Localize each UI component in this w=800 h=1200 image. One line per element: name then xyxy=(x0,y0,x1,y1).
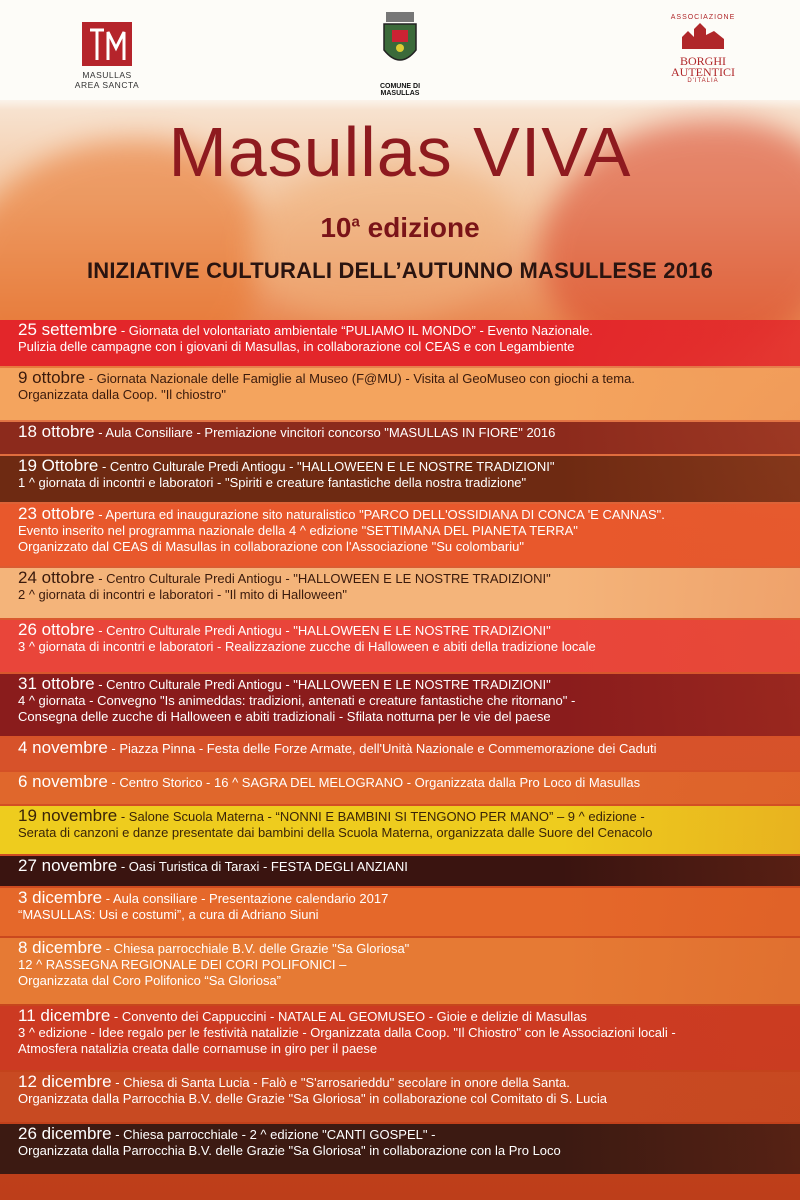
event-description: - Convento dei Cappuccini - NATALE AL GEOMUSEO - Gioie e delizie di Masullas xyxy=(113,1009,587,1024)
event-line xyxy=(18,339,792,355)
event-line xyxy=(18,940,792,957)
event-line xyxy=(18,424,792,441)
masullas-monogram-icon xyxy=(78,18,136,70)
comune-crest xyxy=(360,12,440,97)
borghi-autentici-logo xyxy=(660,14,746,84)
event-date: 8 dicembre xyxy=(18,940,103,957)
event-description: 1 ^ giornata di incontri e laboratori - "Spiriti e creature fantastiche della nostra tradizione" xyxy=(18,475,527,490)
header-bar xyxy=(0,0,800,100)
event-line xyxy=(18,825,792,841)
event-description: - Chiesa parrocchiale B.V. delle Grazie "Sa Gloriosa" xyxy=(105,941,410,956)
event-description: 3 ^ giornata di incontri e laboratori - Realizzazione zucche di Halloween e abiti della tradizione locale xyxy=(18,639,596,654)
event-row xyxy=(0,456,800,502)
event-line xyxy=(18,890,792,907)
event-date: 27 novembre xyxy=(18,858,118,875)
event-description: - Giornata del volontariato ambientale “PULIAMO IL MONDO” - Evento Nazionale. xyxy=(120,323,593,338)
event-date: 6 novembre xyxy=(18,774,108,791)
event-line xyxy=(18,475,792,491)
event-line xyxy=(18,709,792,725)
event-description: Pulizia delle campagne con i giovani di Masullas, in collaborazione col CEAS e con Legambiente xyxy=(18,339,575,354)
event-description: Organizzata dalla Coop. "Il chiostro" xyxy=(18,387,226,402)
event-row xyxy=(0,320,800,366)
event-date: 3 dicembre xyxy=(18,890,103,907)
event-line xyxy=(18,1074,792,1091)
event-description: Consegna delle zucche di Halloween e abiti tradizionali - Sfilata notturna per le vie del paese xyxy=(18,709,551,724)
event-date: 23 ottobre xyxy=(18,506,95,523)
event-row xyxy=(0,674,800,736)
event-date: 9 ottobre xyxy=(18,370,86,387)
event-date: 26 ottobre xyxy=(18,622,95,639)
event-description: - Chiesa parrocchiale - 2 ^ edizione "CANTI GOSPEL" - xyxy=(115,1127,436,1142)
event-line xyxy=(18,570,792,587)
edition-sup: a xyxy=(351,213,360,231)
event-row xyxy=(0,856,800,886)
event-description: - Oasi Turistica di Taraxi - FESTA DEGLI ANZIANI xyxy=(120,859,408,874)
event-line xyxy=(18,587,792,603)
event-date: 11 dicembre xyxy=(18,1008,111,1025)
village-icon xyxy=(680,21,726,51)
event-description: Organizzata dalla Parrocchia B.V. delle Grazie "Sa Gloriosa" in collaborazione con la Pro Loco xyxy=(18,1143,561,1158)
event-description: - Centro Culturale Predi Antiogu - "HALLOWEEN E LE NOSTRE TRADIZIONI" xyxy=(98,623,551,638)
event-description: Organizzato dal CEAS di Masullas in collaborazione con l'Associazione "Su colombariu" xyxy=(18,539,524,554)
event-description: Serata di canzoni e danze presentate dai bambini della Scuola Materna, organizzata dalle Suore del Cenacolo xyxy=(18,825,653,840)
event-row xyxy=(0,888,800,936)
event-row xyxy=(0,806,800,854)
event-line xyxy=(18,973,792,989)
event-description: - Aula consiliare - Presentazione calendario 2017 xyxy=(105,891,389,906)
event-line xyxy=(18,740,792,757)
event-line xyxy=(18,1008,792,1025)
event-description: “MASULLAS: Usi e costumi”, a cura di Adriano Siuni xyxy=(18,907,319,922)
logo-caption: D'ITALIA xyxy=(687,78,719,84)
logo-caption: MASULLAS xyxy=(82,70,132,80)
event-description: 2 ^ giornata di incontri e laboratori - "Il mito di Halloween" xyxy=(18,587,347,602)
event-description: Atmosfera natalizia creata dalle cornamuse in giro per il paese xyxy=(18,1041,378,1056)
event-date: 25 settembre xyxy=(18,322,118,339)
event-row xyxy=(0,772,800,804)
event-row xyxy=(0,504,800,566)
event-line xyxy=(18,907,792,923)
event-description: Evento inserito nel programma nazionale della 4 ^ edizione "SETTIMANA DEL PIANETA TERRA" xyxy=(18,523,578,538)
poster-subtitle: INIZIATIVE CULTURALI DELL’AUTUNNO MASULLESE 2016 xyxy=(86,258,714,283)
event-line xyxy=(18,1143,792,1159)
event-date: 19 Ottobre xyxy=(18,458,99,475)
event-row xyxy=(0,368,800,420)
event-line xyxy=(18,370,792,387)
event-description: Organizzata dalla Parrocchia B.V. delle Grazie "Sa Gloriosa" in collaborazione col Comitato di S. Lucia xyxy=(18,1091,607,1106)
edition-number: 10 xyxy=(320,212,352,243)
event-date: 4 novembre xyxy=(18,740,108,757)
edition-word: edizione xyxy=(367,212,480,243)
event-date: 24 ottobre xyxy=(18,570,95,587)
event-row xyxy=(0,1124,800,1174)
logo-caption: AUTENTICI xyxy=(671,65,735,79)
event-description: - Centro Storico - 16 ^ SAGRA DEL MELOGRANO - Organizzata dalla Pro Loco di Masullas xyxy=(111,775,641,790)
event-description: 3 ^ edizione - Idee regalo per le festività natalizie - Organizzata dalla Coop. "Il Chiostro" con le Associazioni locali - xyxy=(18,1025,676,1040)
event-date: 19 novembre xyxy=(18,808,118,825)
event-date: 18 ottobre xyxy=(18,424,95,441)
event-line xyxy=(18,387,792,403)
event-description: - Aula Consiliare - Premiazione vincitori concorso "MASULLAS IN FIORE" 2016 xyxy=(98,425,556,440)
poster-title: Masullas VIVA xyxy=(168,113,632,191)
event-description: - Centro Culturale Predi Antiogu - "HALLOWEEN E LE NOSTRE TRADIZIONI" xyxy=(98,677,551,692)
event-description: 12 ^ RASSEGNA REGIONALE DEI CORI POLIFONICI – xyxy=(18,957,347,972)
edition-label xyxy=(0,212,800,244)
event-description: - Apertura ed inaugurazione sito naturalistico "PARCO DELL'OSSIDIANA DI CONCA 'E CANNAS". xyxy=(98,507,665,522)
event-description: - Giornata Nazionale delle Famiglie al Museo (F@MU) - Visita al GeoMuseo con giochi a tema. xyxy=(88,371,635,386)
event-date: 31 ottobre xyxy=(18,676,95,693)
event-line xyxy=(18,458,792,475)
event-description: - Piazza Pinna - Festa delle Forze Armate, dell'Unità Nazionale e Commemorazione dei Caduti xyxy=(111,741,657,756)
event-description: - Centro Culturale Predi Antiogu - "HALLOWEEN E LE NOSTRE TRADIZIONI" xyxy=(98,571,551,586)
event-line xyxy=(18,523,792,539)
event-line xyxy=(18,506,792,523)
event-line xyxy=(18,808,792,825)
event-line xyxy=(18,774,792,791)
event-row xyxy=(0,738,800,770)
coat-of-arms-icon xyxy=(380,12,420,74)
event-line xyxy=(18,693,792,709)
event-row xyxy=(0,938,800,1004)
event-description: - Salone Scuola Materna - “NONNI E BAMBINI SI TENGONO PER MANO” – 9 ^ edizione - xyxy=(120,809,645,824)
masullas-area-sancta-logo xyxy=(72,18,142,90)
event-row xyxy=(0,568,800,618)
event-line xyxy=(18,1041,792,1057)
logo-caption: AREA SANCTA xyxy=(74,80,140,90)
event-line xyxy=(18,639,792,655)
event-description: - Centro Culturale Predi Antiogu - "HALLOWEEN E LE NOSTRE TRADIZIONI" xyxy=(101,459,555,474)
event-line xyxy=(18,858,792,875)
event-line xyxy=(18,676,792,693)
event-line xyxy=(18,622,792,639)
event-row xyxy=(0,422,800,454)
event-line xyxy=(18,1091,792,1107)
event-row xyxy=(0,620,800,672)
logo-caption: ASSOCIAZIONE xyxy=(670,14,736,21)
event-line xyxy=(18,322,792,339)
event-line xyxy=(18,1025,792,1041)
event-description: 4 ^ giornata - Convegno "Is animeddas: tradizioni, antenati e creature fantastiche che ritornano" - xyxy=(18,693,576,708)
comune-caption: COMUNE DI MASULLAS xyxy=(379,83,421,97)
event-line xyxy=(18,539,792,555)
event-line xyxy=(18,1126,792,1143)
event-date: 12 dicembre xyxy=(18,1074,112,1091)
logo-caption: BORGHI xyxy=(679,54,726,68)
event-description: Organizzata dal Coro Polifonico “Sa Gloriosa” xyxy=(18,973,282,988)
event-row xyxy=(0,1072,800,1122)
event-date: 26 dicembre xyxy=(18,1126,112,1143)
event-description: - Chiesa di Santa Lucia - Falò e "S'arrosarieddu" secolare in onore della Santa. xyxy=(115,1075,570,1090)
event-line xyxy=(18,957,792,973)
event-row xyxy=(0,1006,800,1070)
